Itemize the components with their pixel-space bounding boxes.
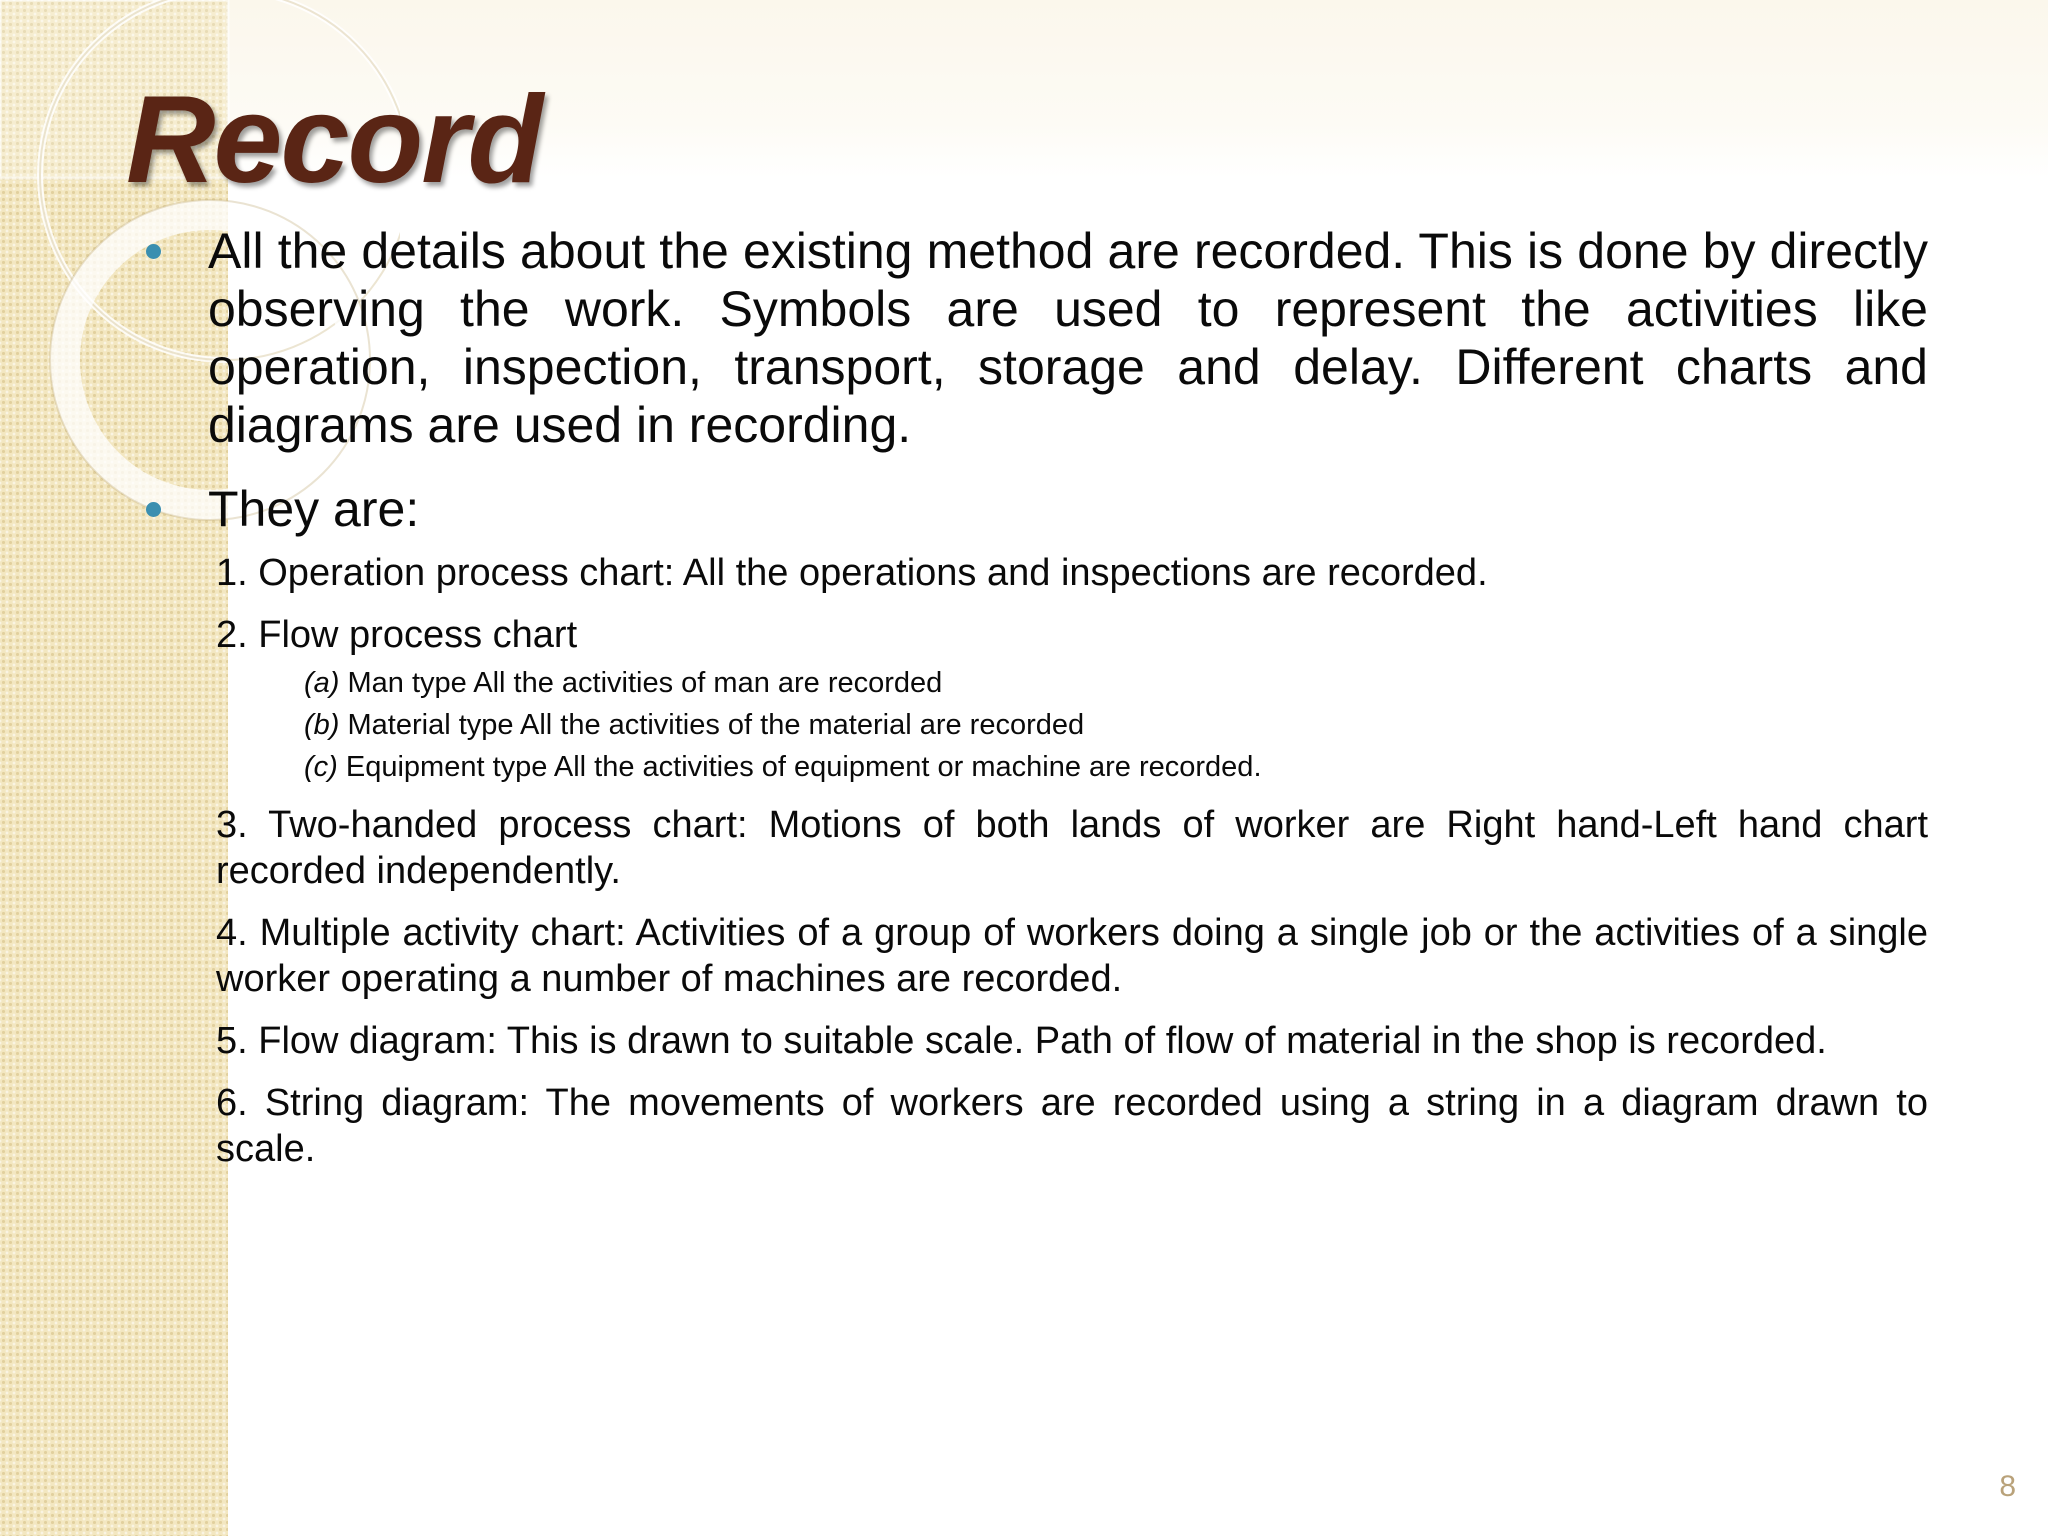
slide-title: Record [126,71,542,209]
sub-item-text: Man type All the activities of man are recorded [339,667,943,699]
list-item: 4. Multiple activity chart: Activities of a group of workers doing a single job or the activities of a single worker operating a number of machines are recorded. [216,912,1928,1000]
slide-content [140,222,1928,1188]
sub-list-item [304,704,1928,746]
sub-item-label: (a) [304,667,340,699]
numbered-list [216,550,1928,1172]
list-item: 6. String diagram: The movements of workers are recorded using a string in a diagram drawn to scale. [216,1082,1928,1170]
sub-item-label: (b) [304,709,340,741]
sub-list-item [304,662,1928,704]
sub-list [304,662,1928,788]
sub-item-text: Material type All the activities of the material are recorded [339,709,1085,741]
bullet-icon [146,244,161,259]
sub-list-item [304,746,1928,788]
list-item: 2. Flow process chart [216,614,578,656]
bullet-text: All the details about the existing method are recorded. This is done by directly observing the work. Symbols are used to represent the activities like operation, inspection, transport, storage and delay. Different charts and diagrams are used in recording. [208,223,1928,453]
page-number: 8 [1999,1470,2016,1503]
bullet-icon [146,502,161,517]
list-item: 5. Flow diagram: This is drawn to suitable scale. Path of flow of material in the shop is recorded. [216,1020,1827,1062]
bullet-text: They are: [208,481,420,537]
bullet-point [140,222,1928,454]
sub-item-label: (c) [304,751,338,783]
list-item: 3. Two-handed process chart: Motions of both lands of worker are Right hand-Left hand chart recorded independently. [216,804,1928,892]
bullet-point [140,480,1928,538]
list-item: 1. Operation process chart: All the operations and inspections are recorded. [216,552,1488,594]
sub-item-text: Equipment type All the activities of equipment or machine are recorded. [337,751,1262,783]
